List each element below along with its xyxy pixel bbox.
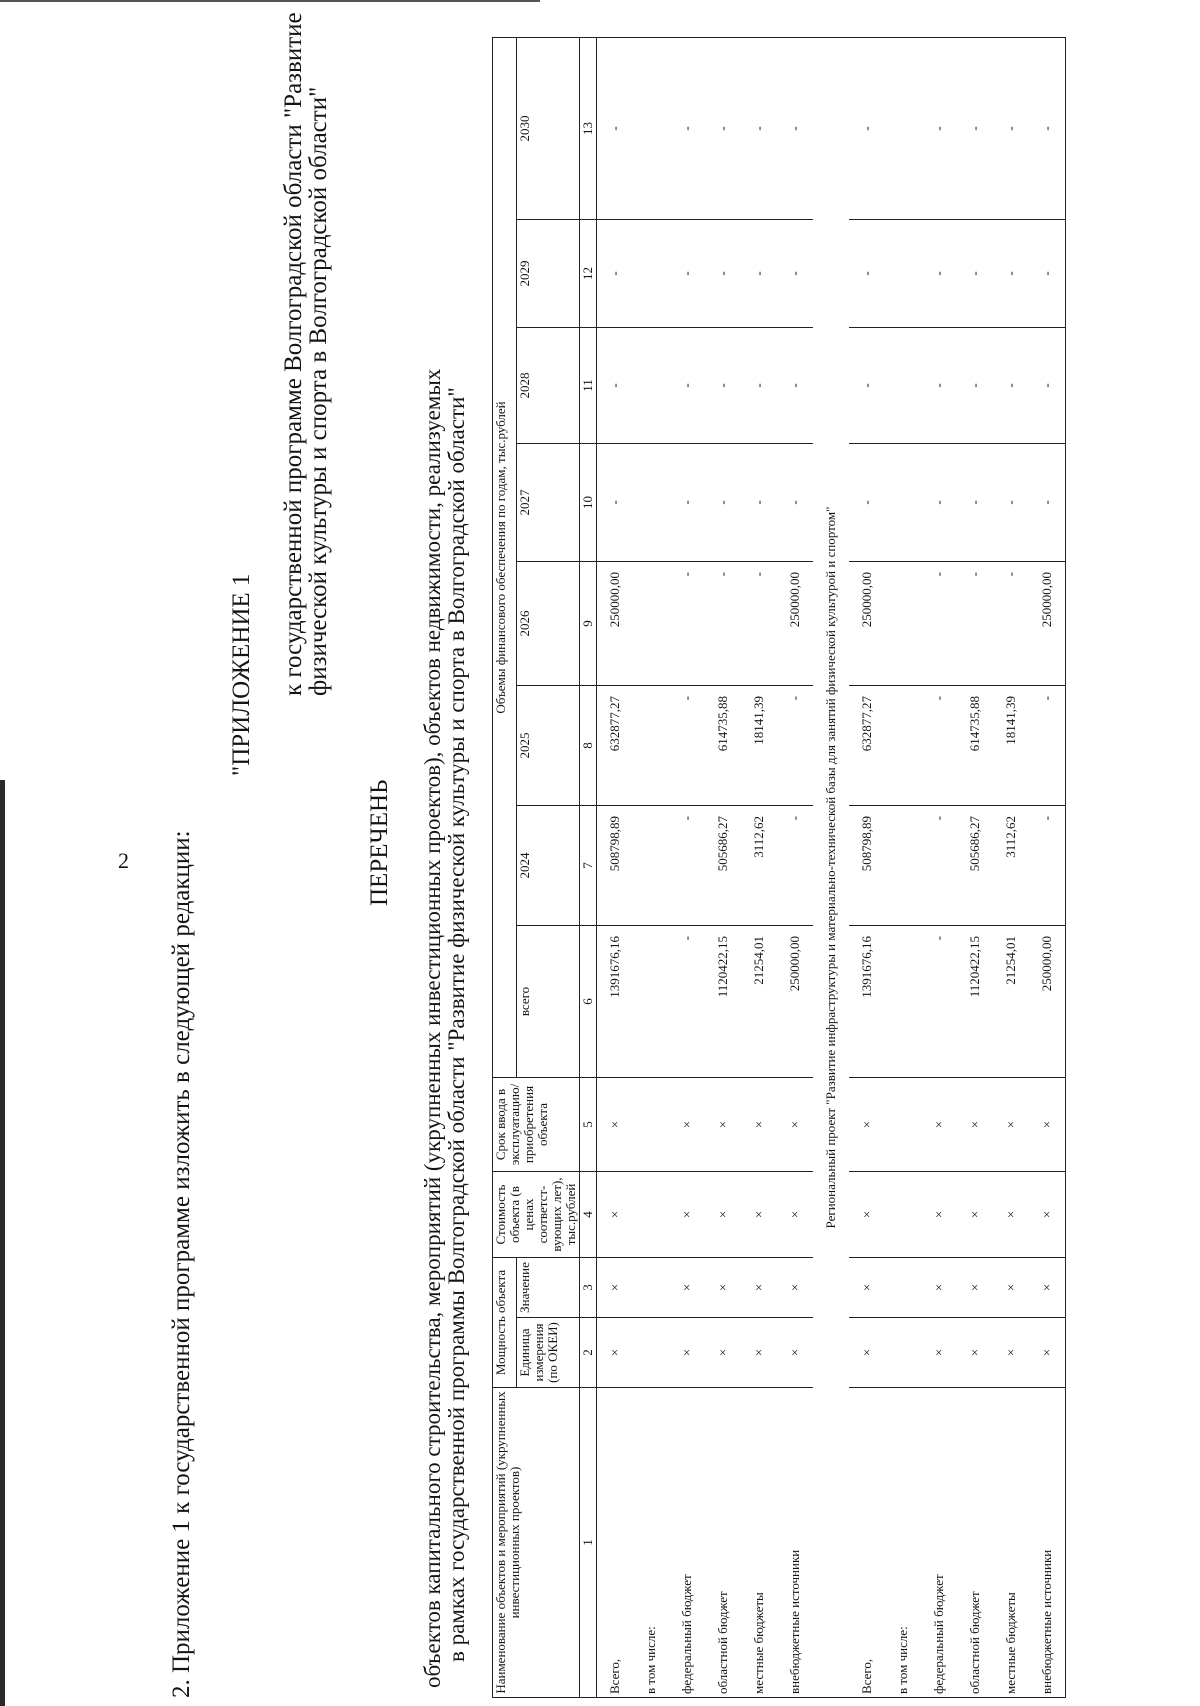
table-row: [921, 37, 957, 1697]
table-cell: ×: [777, 1171, 813, 1257]
subtitle-line-2: в рамках государственной программы Волгоградской области "Развитие физической культуры и спорта в Волгоградской области": [444, 387, 469, 1662]
table-row: [957, 37, 993, 1697]
table-cell: 250000,00: [849, 561, 885, 685]
table-cell: -: [921, 561, 957, 685]
table-cell: -: [741, 327, 777, 443]
table-cell: 614735,88: [957, 685, 993, 805]
table-cell: 505686,27: [957, 805, 993, 925]
table-cell: 3112,62: [741, 805, 777, 925]
table-cell: -: [669, 443, 705, 561]
table-cell: ×: [993, 1077, 1029, 1171]
column-number: 4: [580, 1171, 597, 1257]
column-number: 6: [580, 925, 597, 1077]
section-row: [813, 37, 849, 1697]
table-cell: 1120422,15: [705, 925, 741, 1077]
appendix-to-line-2: физической культуры и спорта в Волгоградской области": [305, 86, 332, 696]
header-name: Наименование объектов и мероприятий (укрупненных инвестиционных проектов): [493, 1388, 580, 1698]
table-cell: -: [669, 327, 705, 443]
table-cell: ×: [993, 1318, 1029, 1388]
table-cell: -: [1029, 219, 1066, 327]
table-cell: ×: [921, 1171, 957, 1257]
table-cell: -: [957, 443, 993, 561]
table-cell: 1391676,16: [597, 925, 634, 1077]
row-label: федеральный бюджет: [921, 1388, 957, 1698]
table-cell: ×: [705, 1318, 741, 1388]
table-cell: -: [705, 37, 741, 219]
header-unit: Единица измерения (по ОКЕИ): [516, 1318, 579, 1388]
table-cell: -: [669, 37, 705, 219]
section-title: Региональный проект "Развитие инфраструктуры и материально-технической базы для занятий физической культурой и спортом": [813, 37, 849, 1697]
table-cell: -: [705, 443, 741, 561]
list-title: ПЕРЕЧЕНЬ: [366, 779, 393, 906]
table-cell: [885, 1318, 921, 1388]
table-row: [597, 37, 634, 1697]
table-cell: ×: [597, 1257, 634, 1317]
table-cell: -: [777, 443, 813, 561]
intro-line: 2. Приложение 1 к государственной программе изложить в следующей редакции:: [168, 830, 195, 1698]
table-cell: [633, 925, 669, 1077]
column-number-row: [580, 37, 597, 1697]
row-label: федеральный бюджет: [669, 1388, 705, 1698]
page-number: 2: [118, 848, 129, 873]
table-cell: [633, 1077, 669, 1171]
table-cell: 632877,27: [597, 685, 634, 805]
row-label: в том числе:: [633, 1388, 669, 1698]
table-cell: ×: [1029, 1171, 1066, 1257]
table-cell: [885, 805, 921, 925]
column-number: 9: [580, 561, 597, 685]
column-number: 12: [580, 219, 597, 327]
table-cell: -: [849, 443, 885, 561]
table-cell: [633, 1318, 669, 1388]
table-cell: ×: [957, 1318, 993, 1388]
row-label: Всего,: [849, 1388, 885, 1698]
table-cell: ×: [849, 1318, 885, 1388]
table-cell: [885, 443, 921, 561]
table-cell: -: [1029, 805, 1066, 925]
table-cell: [885, 327, 921, 443]
subtitle-line-1: объектов капитального строительства, мероприятий (укрупненных инвестиционных проектов), объектов недвижимости, реализуемых: [420, 368, 445, 1688]
table-cell: 21254,01: [993, 925, 1029, 1077]
table-cell: -: [669, 561, 705, 685]
table-cell: ×: [705, 1077, 741, 1171]
table-cell: -: [1029, 685, 1066, 805]
table-cell: -: [597, 327, 634, 443]
table-cell: -: [1029, 37, 1066, 219]
table-row: [705, 37, 741, 1697]
table-row: [885, 37, 921, 1697]
table-cell: -: [993, 219, 1029, 327]
table-cell: 18141,39: [993, 685, 1029, 805]
table-row: [849, 37, 885, 1697]
table-cell: -: [921, 327, 957, 443]
table-cell: ×: [993, 1171, 1029, 1257]
table-cell: -: [669, 805, 705, 925]
table-cell: [885, 925, 921, 1077]
table-cell: ×: [741, 1077, 777, 1171]
table-cell: ×: [777, 1257, 813, 1317]
table-cell: ×: [849, 1077, 885, 1171]
table-cell: ×: [669, 1318, 705, 1388]
table-cell: -: [993, 37, 1029, 219]
table-cell: ×: [1029, 1318, 1066, 1388]
table-cell: ×: [1029, 1257, 1066, 1317]
table-body: [597, 37, 1066, 1697]
row-label: областной бюджет: [957, 1388, 993, 1698]
column-number: 5: [580, 1077, 597, 1171]
table-cell: -: [741, 443, 777, 561]
table-cell: [633, 37, 669, 219]
table-cell: ×: [669, 1257, 705, 1317]
table-cell: -: [993, 443, 1029, 561]
table-cell: 508798,89: [597, 805, 634, 925]
table-cell: -: [921, 443, 957, 561]
table-cell: 250000,00: [1029, 561, 1066, 685]
table-cell: [633, 805, 669, 925]
header-funding: Объемы финансового обеспечения по годам, тыс.рублей: [493, 37, 517, 1077]
table-cell: ×: [669, 1077, 705, 1171]
column-number: 8: [580, 685, 597, 805]
table-cell: ×: [849, 1257, 885, 1317]
header-year: 2029: [516, 219, 579, 327]
table-cell: [885, 561, 921, 685]
table-cell: -: [993, 327, 1029, 443]
column-number: 11: [580, 327, 597, 443]
column-number: 7: [580, 805, 597, 925]
table-cell: 614735,88: [705, 685, 741, 805]
table-cell: -: [849, 37, 885, 219]
table-cell: ×: [741, 1318, 777, 1388]
table-cell: 1391676,16: [849, 925, 885, 1077]
table-cell: ×: [705, 1171, 741, 1257]
table-cell: -: [705, 561, 741, 685]
table-cell: -: [741, 561, 777, 685]
table-row: [669, 37, 705, 1697]
table-cell: ×: [741, 1171, 777, 1257]
table-cell: 250000,00: [1029, 925, 1066, 1077]
header-year: 2028: [516, 327, 579, 443]
table-cell: 3112,62: [993, 805, 1029, 925]
table-cell: [885, 37, 921, 219]
column-number: 13: [580, 37, 597, 219]
row-label: Всего,: [597, 1388, 634, 1698]
table-row: [741, 37, 777, 1697]
table-cell: -: [597, 443, 634, 561]
table-cell: [885, 1171, 921, 1257]
header-year: 2027: [516, 443, 579, 561]
table-cell: 1120422,15: [957, 925, 993, 1077]
header-cost: Стоимость объекта (в ценах соответст-вующих лет), тыс.рублей: [493, 1171, 580, 1257]
header-term: Срок ввода в эксплуатацию/ приобретения объекта: [493, 1077, 580, 1171]
table-cell: -: [669, 685, 705, 805]
table-row: [777, 37, 813, 1697]
table-cell: -: [777, 219, 813, 327]
table-cell: -: [777, 805, 813, 925]
row-label: местные бюджеты: [741, 1388, 777, 1698]
table-cell: ×: [597, 1077, 634, 1171]
row-label: внебюджетные источники: [777, 1388, 813, 1698]
table-cell: -: [669, 219, 705, 327]
table-cell: -: [921, 925, 957, 1077]
table-cell: ×: [777, 1077, 813, 1171]
table-cell: 505686,27: [705, 805, 741, 925]
header-year: 2026: [516, 561, 579, 685]
table-cell: 508798,89: [849, 805, 885, 925]
table-cell: ×: [921, 1077, 957, 1171]
table-cell: -: [957, 37, 993, 219]
column-number: 2: [580, 1318, 597, 1388]
row-label: в том числе:: [885, 1388, 921, 1698]
table-cell: -: [777, 37, 813, 219]
table-cell: 18141,39: [741, 685, 777, 805]
table-cell: ×: [993, 1257, 1029, 1317]
table-cell: -: [957, 219, 993, 327]
table-cell: [633, 1257, 669, 1317]
table-row: [1029, 37, 1066, 1697]
row-label: областной бюджет: [705, 1388, 741, 1698]
table-cell: ×: [669, 1171, 705, 1257]
header-year: 2030: [516, 37, 579, 219]
table-cell: ×: [777, 1318, 813, 1388]
appendix-to-line-1: к государственной программе Волгоградской области "Развитие: [280, 12, 307, 696]
table-cell: 250000,00: [597, 561, 634, 685]
table-cell: ×: [597, 1171, 634, 1257]
table-cell: -: [597, 37, 634, 219]
table-cell: -: [741, 37, 777, 219]
table-cell: [633, 219, 669, 327]
header-value: Значение: [516, 1257, 579, 1317]
table-cell: -: [597, 219, 634, 327]
table-cell: -: [849, 327, 885, 443]
table-cell: 250000,00: [777, 561, 813, 685]
header-capacity: Мощность объекта: [493, 1257, 517, 1387]
table-cell: [885, 219, 921, 327]
table-cell: [633, 685, 669, 805]
table-cell: ×: [957, 1257, 993, 1317]
column-number: 10: [580, 443, 597, 561]
table-cell: -: [741, 219, 777, 327]
table-cell: -: [777, 685, 813, 805]
table-cell: ×: [705, 1257, 741, 1317]
table-cell: -: [1029, 327, 1066, 443]
table-cell: ×: [957, 1171, 993, 1257]
table-cell: ×: [957, 1077, 993, 1171]
header-year: 2025: [516, 685, 579, 805]
appendix-label: "ПРИЛОЖЕНИЕ 1: [228, 573, 255, 776]
table-row: [993, 37, 1029, 1697]
row-label: местные бюджеты: [993, 1388, 1029, 1698]
table-cell: ×: [1029, 1077, 1066, 1171]
table-cell: -: [957, 561, 993, 685]
table-cell: [885, 1077, 921, 1171]
table-cell: -: [921, 805, 957, 925]
objects-table: [492, 37, 1066, 1698]
table-cell: ×: [597, 1318, 634, 1388]
table-cell: -: [921, 219, 957, 327]
table-cell: 632877,27: [849, 685, 885, 805]
column-number: 3: [580, 1257, 597, 1317]
table-cell: -: [669, 925, 705, 1077]
table-cell: [633, 1171, 669, 1257]
table-cell: 250000,00: [777, 925, 813, 1077]
table-cell: -: [1029, 443, 1066, 561]
table-cell: -: [849, 219, 885, 327]
table-cell: -: [705, 219, 741, 327]
table-cell: [633, 443, 669, 561]
table-cell: -: [705, 327, 741, 443]
row-label: внебюджетные источники: [1029, 1388, 1066, 1698]
table-cell: -: [957, 327, 993, 443]
table-cell: -: [921, 37, 957, 219]
table-cell: ×: [921, 1257, 957, 1317]
table-cell: ×: [849, 1171, 885, 1257]
header-total: всего: [516, 925, 579, 1077]
header-year: 2024: [516, 805, 579, 925]
table-cell: [633, 327, 669, 443]
table-cell: [633, 561, 669, 685]
table-cell: ×: [741, 1257, 777, 1317]
table-cell: [885, 685, 921, 805]
table-cell: 21254,01: [741, 925, 777, 1077]
table-row: [633, 37, 669, 1697]
table-cell: -: [921, 685, 957, 805]
table-cell: -: [993, 561, 1029, 685]
column-number: 1: [580, 1388, 597, 1698]
table-cell: [885, 1257, 921, 1317]
table-cell: ×: [921, 1318, 957, 1388]
table-cell: -: [777, 327, 813, 443]
